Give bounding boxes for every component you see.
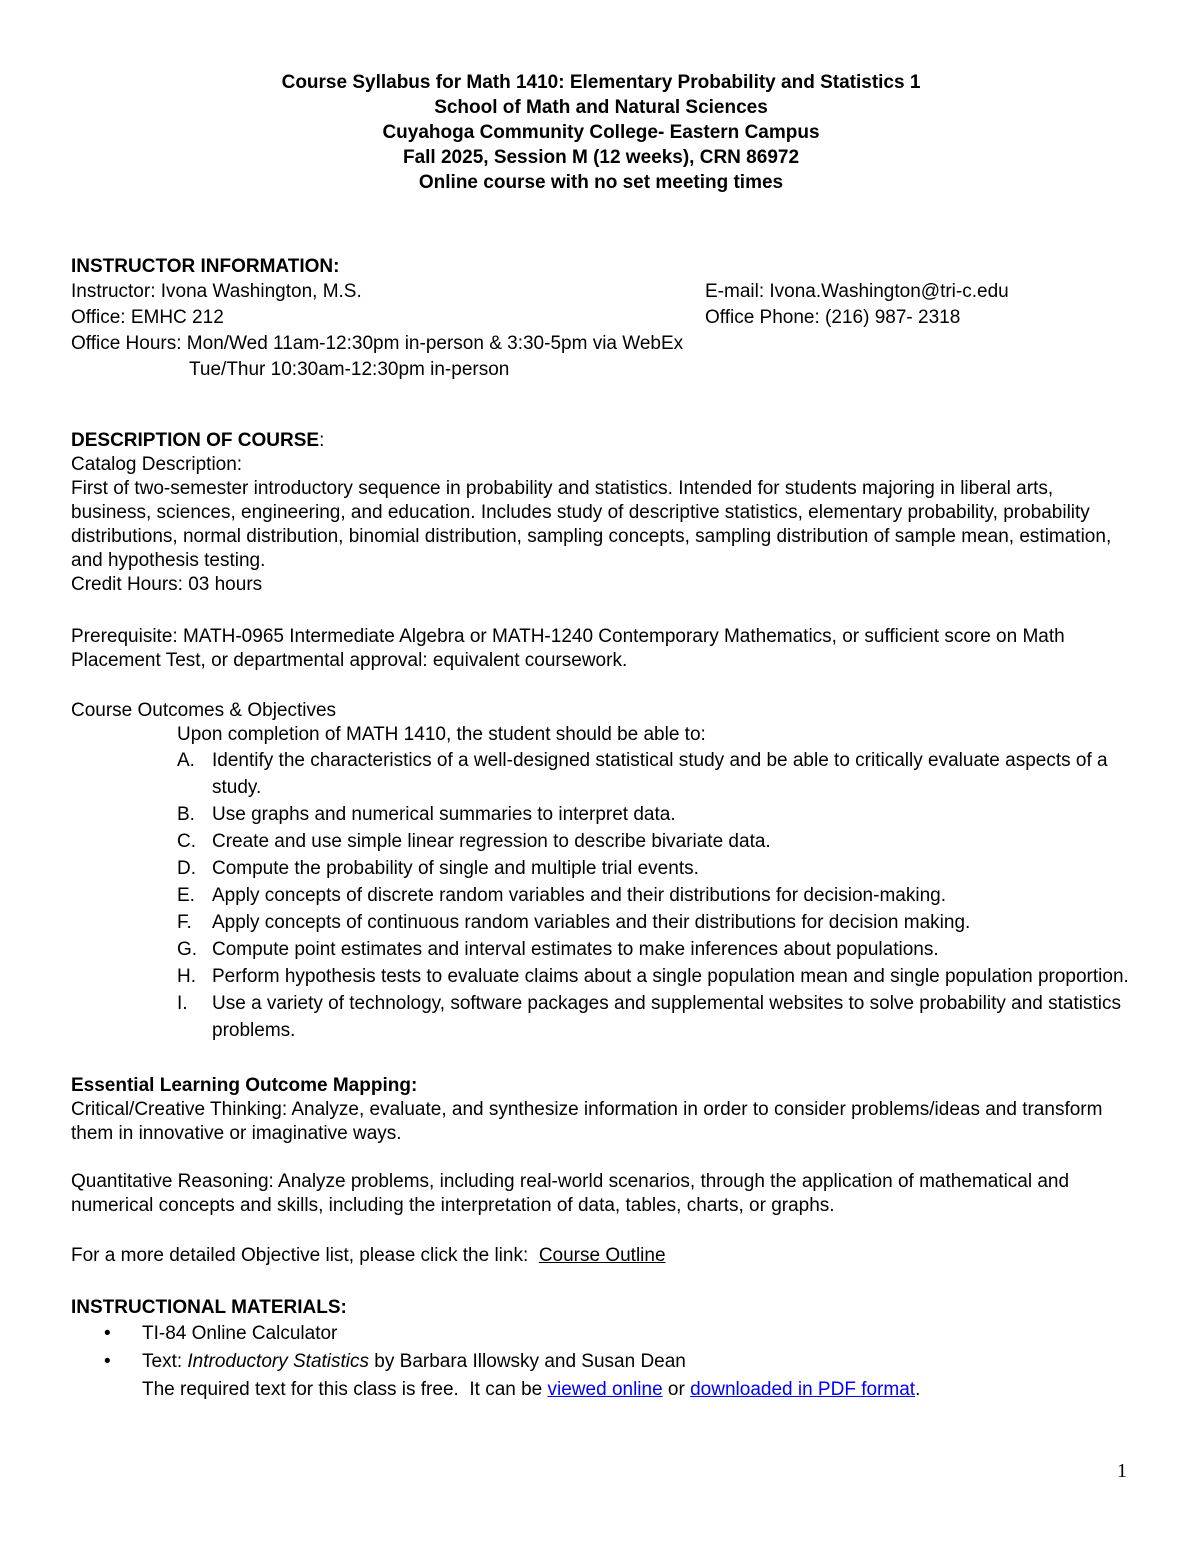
mapping-section — [71, 1074, 1131, 1268]
view-online-link[interactable]: viewed online — [547, 1379, 663, 1400]
outcomes-list — [71, 747, 1131, 1044]
outcome-item: F. Apply concepts of continuous random variables and their distributions for decision making. — [177, 912, 971, 933]
outcomes-section — [71, 699, 1131, 1044]
critical-thinking: Critical/Creative Thinking: Analyze, evaluate, and synthesize information in order to consider problems/ideas and transform them in innovative or imaginative ways. — [71, 1099, 1103, 1144]
material-item: • Text: Introductory Statistics by Barbara Illowsky and Susan Dean The required text for this class is free. It can be viewed online or downloaded in PDF format. — [142, 1348, 1131, 1404]
term-info: Fall 2025, Session M (12 weeks), CRN 86972 — [402, 147, 800, 168]
outcome-item: E. Apply concepts of discrete random variables and their distributions for decision-making. — [177, 885, 946, 906]
materials-section — [71, 1296, 1131, 1404]
instructor-phone: Office Phone: (216) 987- 2318 — [705, 307, 961, 328]
description-heading: DESCRIPTION OF COURSE: — [71, 430, 325, 451]
outcome-item: D. Compute the probability of single and multiple trial events. — [177, 858, 699, 879]
materials-heading: INSTRUCTIONAL MATERIALS: — [71, 1297, 347, 1318]
course-outline-line: For a more detailed Objective list, please click the link: Course Outline — [71, 1245, 666, 1266]
outcome-item: A. Identify the characteristics of a well-designed statistical study and be able to critically evaluate aspects of a study. — [177, 750, 1108, 798]
course-title: Course Syllabus for Math 1410: Elementary Probability and Statistics 1 — [281, 72, 921, 93]
catalog-label: Catalog Description: — [71, 454, 243, 475]
outcome-item: G. Compute point estimates and interval estimates to make inferences about populations. — [177, 939, 939, 960]
page-number: 1 — [1117, 1460, 1127, 1482]
textbook-title: Introductory Statistics — [187, 1351, 370, 1372]
mapping-heading: Essential Learning Outcome Mapping: — [71, 1075, 418, 1096]
outcome-item: C. Create and use simple linear regression to describe bivariate data. — [177, 831, 771, 852]
description-section — [71, 429, 1131, 673]
course-outline-link[interactable]: Course Outline — [538, 1245, 666, 1266]
office-hours-1: Office Hours: Mon/Wed 11am-12:30pm in-person & 3:30-5pm via WebEx — [71, 333, 684, 354]
outcomes-heading: Course Outcomes & Objectives — [71, 700, 337, 721]
instructor-email: E-mail: Ivona.Washington@tri-c.edu — [705, 281, 1009, 302]
outcome-item: H. Perform hypothesis tests to evaluate claims about a single population mean and single population proportion. — [177, 966, 1129, 987]
prerequisite: Prerequisite: MATH-0965 Intermediate Algebra or MATH-1240 Contemporary Mathematics, or sufficient score on Math Placement Test, or departmental approval: equivalent coursework. — [71, 626, 1065, 671]
college-name: Cuyahoga Community College- Eastern Campus — [382, 122, 820, 143]
instructor-name: Instructor: Ivona Washington, M.S. — [71, 281, 362, 302]
materials-list — [71, 1320, 1131, 1404]
download-pdf-link[interactable]: downloaded in PDF format — [690, 1379, 916, 1400]
instructor-office: Office: EMHC 212 — [71, 307, 224, 328]
outcomes-intro: Upon completion of MATH 1410, the student should be able to: — [177, 724, 706, 745]
material-item: • TI-84 Online Calculator — [142, 1320, 1131, 1348]
bullet-icon: • — [104, 1323, 111, 1344]
office-hours-2: Tue/Thur 10:30am-12:30pm in-person — [189, 359, 510, 380]
bullet-icon: • — [104, 1351, 111, 1372]
instructor-heading: INSTRUCTOR INFORMATION: — [71, 256, 340, 277]
instructor-row-1 — [71, 279, 1131, 305]
outcome-item: B. Use graphs and numerical summaries to interpret data. — [177, 804, 676, 825]
syllabus-header — [71, 70, 1131, 195]
delivery-info: Online course with no set meeting times — [418, 172, 784, 193]
catalog-description: First of two-semester introductory sequence in probability and statistics. Intended for students majoring in liberal arts, business, sciences, engineering, and education. Includes study of descriptive statistics, elementary probability, probability distributions, normal distribution, binomial distribution, sampling concepts, sampling distribution of sample mean, estimation, and hypothesis testing. — [71, 478, 1112, 571]
syllabus-page — [71, 70, 1131, 1404]
school-name: School of Math and Natural Sciences — [434, 97, 768, 118]
credit-hours: Credit Hours: 03 hours — [71, 574, 263, 595]
quantitative-reasoning: Quantitative Reasoning: Analyze problems, including real-world scenarios, through the application of mathematical and numerical concepts and skills, including the interpretation of data, tables, charts, or graphs. — [71, 1171, 1070, 1216]
outcome-item: I. Use a variety of technology, software packages and supplemental websites to solve probability and statistics problems. — [177, 993, 1121, 1041]
instructor-section — [71, 255, 1131, 383]
instructor-row-2 — [71, 305, 1131, 331]
